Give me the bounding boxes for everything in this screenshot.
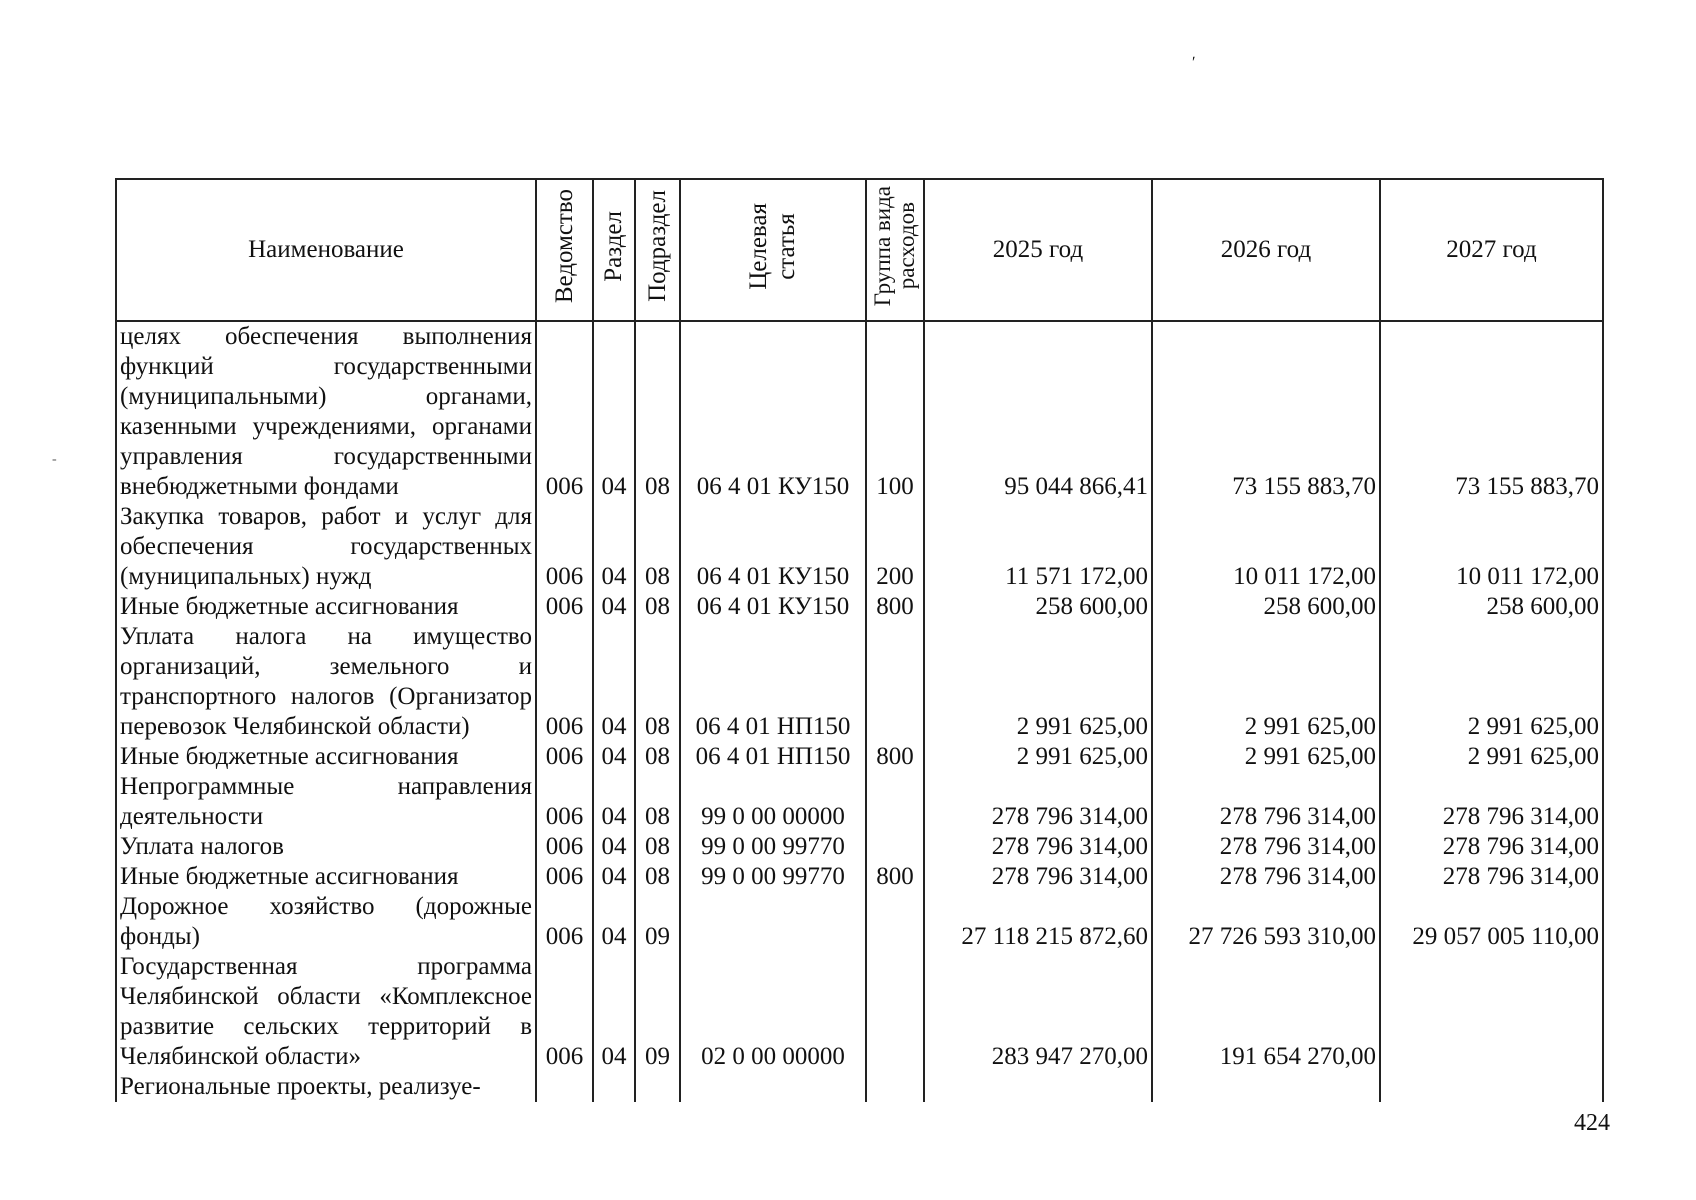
row-2027: 2 991 625,00 xyxy=(1380,742,1603,772)
row-name: Закупка товаров, работ и услуг для обеспечения государственных (муниципальных) нужд xyxy=(116,502,536,592)
row-name: Дорожное хозяйство (дорожные фонды) xyxy=(116,892,536,952)
header-name: Наименование xyxy=(116,179,536,321)
table-row xyxy=(116,832,1603,862)
row-2025: 11 571 172,00 xyxy=(924,502,1152,592)
row-group xyxy=(866,622,924,742)
row-section xyxy=(593,1072,635,1102)
row-section: 04 xyxy=(593,592,635,622)
header-section: Раздел xyxy=(593,179,635,321)
row-section: 04 xyxy=(593,952,635,1072)
row-dept xyxy=(536,1072,593,1102)
table-header-row xyxy=(116,179,1603,321)
row-name: Уплата налогов xyxy=(116,832,536,862)
row-2025: 278 796 314,00 xyxy=(924,772,1152,832)
row-2026: 278 796 314,00 xyxy=(1152,772,1380,832)
table-row xyxy=(116,952,1603,1072)
stray-mark: ʹ xyxy=(1192,54,1196,71)
table-row xyxy=(116,1072,1603,1102)
table-row xyxy=(116,321,1603,502)
margin-mark: - xyxy=(52,452,57,467)
table-row xyxy=(116,502,1603,592)
row-subsection: 08 xyxy=(635,502,680,592)
row-section: 04 xyxy=(593,502,635,592)
row-dept: 006 xyxy=(536,622,593,742)
header-group: Группа вида расходов xyxy=(866,179,924,321)
row-dept: 006 xyxy=(536,832,593,862)
row-2027: 2 991 625,00 xyxy=(1380,622,1603,742)
row-section: 04 xyxy=(593,772,635,832)
row-section: 04 xyxy=(593,892,635,952)
row-2026: 278 796 314,00 xyxy=(1152,862,1380,892)
row-section: 04 xyxy=(593,862,635,892)
row-group xyxy=(866,832,924,862)
row-dept: 006 xyxy=(536,742,593,772)
row-2026: 258 600,00 xyxy=(1152,592,1380,622)
header-2027: 2027 год xyxy=(1380,179,1603,321)
row-2027: 73 155 883,70 xyxy=(1380,321,1603,502)
row-target: 02 0 00 00000 xyxy=(680,952,866,1072)
row-subsection: 08 xyxy=(635,772,680,832)
row-section: 04 xyxy=(593,321,635,502)
row-2025: 278 796 314,00 xyxy=(924,862,1152,892)
row-2025: 283 947 270,00 xyxy=(924,952,1152,1072)
row-2025 xyxy=(924,1072,1152,1102)
row-2027: 278 796 314,00 xyxy=(1380,772,1603,832)
row-2025: 2 991 625,00 xyxy=(924,742,1152,772)
row-section: 04 xyxy=(593,622,635,742)
row-subsection: 08 xyxy=(635,321,680,502)
table-row xyxy=(116,772,1603,832)
row-group: 800 xyxy=(866,862,924,892)
row-group xyxy=(866,772,924,832)
row-name: Иные бюджетные ассигнования xyxy=(116,862,536,892)
row-subsection: 09 xyxy=(635,952,680,1072)
row-dept: 006 xyxy=(536,952,593,1072)
row-subsection: 08 xyxy=(635,862,680,892)
row-2026: 191 654 270,00 xyxy=(1152,952,1380,1072)
table-row xyxy=(116,592,1603,622)
row-target: 06 4 01 КУ150 xyxy=(680,321,866,502)
row-target: 06 4 01 КУ150 xyxy=(680,592,866,622)
row-dept: 006 xyxy=(536,892,593,952)
row-section: 04 xyxy=(593,742,635,772)
table-row xyxy=(116,622,1603,742)
row-dept: 006 xyxy=(536,592,593,622)
row-section: 04 xyxy=(593,832,635,862)
row-group: 800 xyxy=(866,742,924,772)
row-2025: 258 600,00 xyxy=(924,592,1152,622)
row-name: Уплата налога на имущество организаций, земельного и транспортного налогов (Организатор перевозок Челябинской области) xyxy=(116,622,536,742)
row-target: 06 4 01 НП150 xyxy=(680,622,866,742)
row-2027: 278 796 314,00 xyxy=(1380,862,1603,892)
row-group xyxy=(866,952,924,1072)
row-subsection: 08 xyxy=(635,742,680,772)
row-target: 99 0 00 00000 xyxy=(680,772,866,832)
row-2026: 278 796 314,00 xyxy=(1152,832,1380,862)
row-name: Государственная программа Челябинской области «Комплексное развитие сельских территорий в Челябинской области» xyxy=(116,952,536,1072)
row-2027: 258 600,00 xyxy=(1380,592,1603,622)
header-subsection: Подраздел xyxy=(635,179,680,321)
row-target: 06 4 01 НП150 xyxy=(680,742,866,772)
row-2027 xyxy=(1380,952,1603,1072)
row-target: 99 0 00 99770 xyxy=(680,832,866,862)
row-dept: 006 xyxy=(536,772,593,832)
header-2026: 2026 год xyxy=(1152,179,1380,321)
row-2027: 278 796 314,00 xyxy=(1380,832,1603,862)
row-2026: 27 726 593 310,00 xyxy=(1152,892,1380,952)
header-target: Целевая статья xyxy=(680,179,866,321)
row-name: Непрограммные направления деятельности xyxy=(116,772,536,832)
row-2025: 278 796 314,00 xyxy=(924,832,1152,862)
row-2025: 2 991 625,00 xyxy=(924,622,1152,742)
row-2025: 95 044 866,41 xyxy=(924,321,1152,502)
row-group: 200 xyxy=(866,502,924,592)
row-dept: 006 xyxy=(536,862,593,892)
row-subsection: 08 xyxy=(635,832,680,862)
row-2026 xyxy=(1152,1072,1380,1102)
row-subsection: 09 xyxy=(635,892,680,952)
row-subsection xyxy=(635,1072,680,1102)
row-name: целях обеспечения выполнения функций государственными (муниципальными) органами, казенными учреждениями, органами управления государственными внебюджетными фондами xyxy=(116,321,536,502)
row-dept: 006 xyxy=(536,321,593,502)
row-2027 xyxy=(1380,1072,1603,1102)
row-name: Иные бюджетные ассигнования xyxy=(116,742,536,772)
row-2026: 10 011 172,00 xyxy=(1152,502,1380,592)
header-dept: Ведомство xyxy=(536,179,593,321)
row-name: Иные бюджетные ассигнования xyxy=(116,592,536,622)
row-2026: 2 991 625,00 xyxy=(1152,742,1380,772)
row-2027: 10 011 172,00 xyxy=(1380,502,1603,592)
row-name: Региональные проекты, реализуе- xyxy=(116,1072,536,1102)
table-row xyxy=(116,742,1603,772)
table-row xyxy=(116,862,1603,892)
row-2026: 2 991 625,00 xyxy=(1152,622,1380,742)
header-2025: 2025 год xyxy=(924,179,1152,321)
row-group: 100 xyxy=(866,321,924,502)
row-group xyxy=(866,1072,924,1102)
row-subsection: 08 xyxy=(635,592,680,622)
row-target: 99 0 00 99770 xyxy=(680,862,866,892)
table-row xyxy=(116,892,1603,952)
budget-table xyxy=(115,178,1604,1102)
row-group xyxy=(866,892,924,952)
row-dept: 006 xyxy=(536,502,593,592)
row-target xyxy=(680,892,866,952)
row-2026: 73 155 883,70 xyxy=(1152,321,1380,502)
row-group: 800 xyxy=(866,592,924,622)
row-subsection: 08 xyxy=(635,622,680,742)
row-target xyxy=(680,1072,866,1102)
row-2027: 29 057 005 110,00 xyxy=(1380,892,1603,952)
row-target: 06 4 01 КУ150 xyxy=(680,502,866,592)
page-number: 424 xyxy=(1574,1110,1610,1136)
row-2025: 27 118 215 872,60 xyxy=(924,892,1152,952)
